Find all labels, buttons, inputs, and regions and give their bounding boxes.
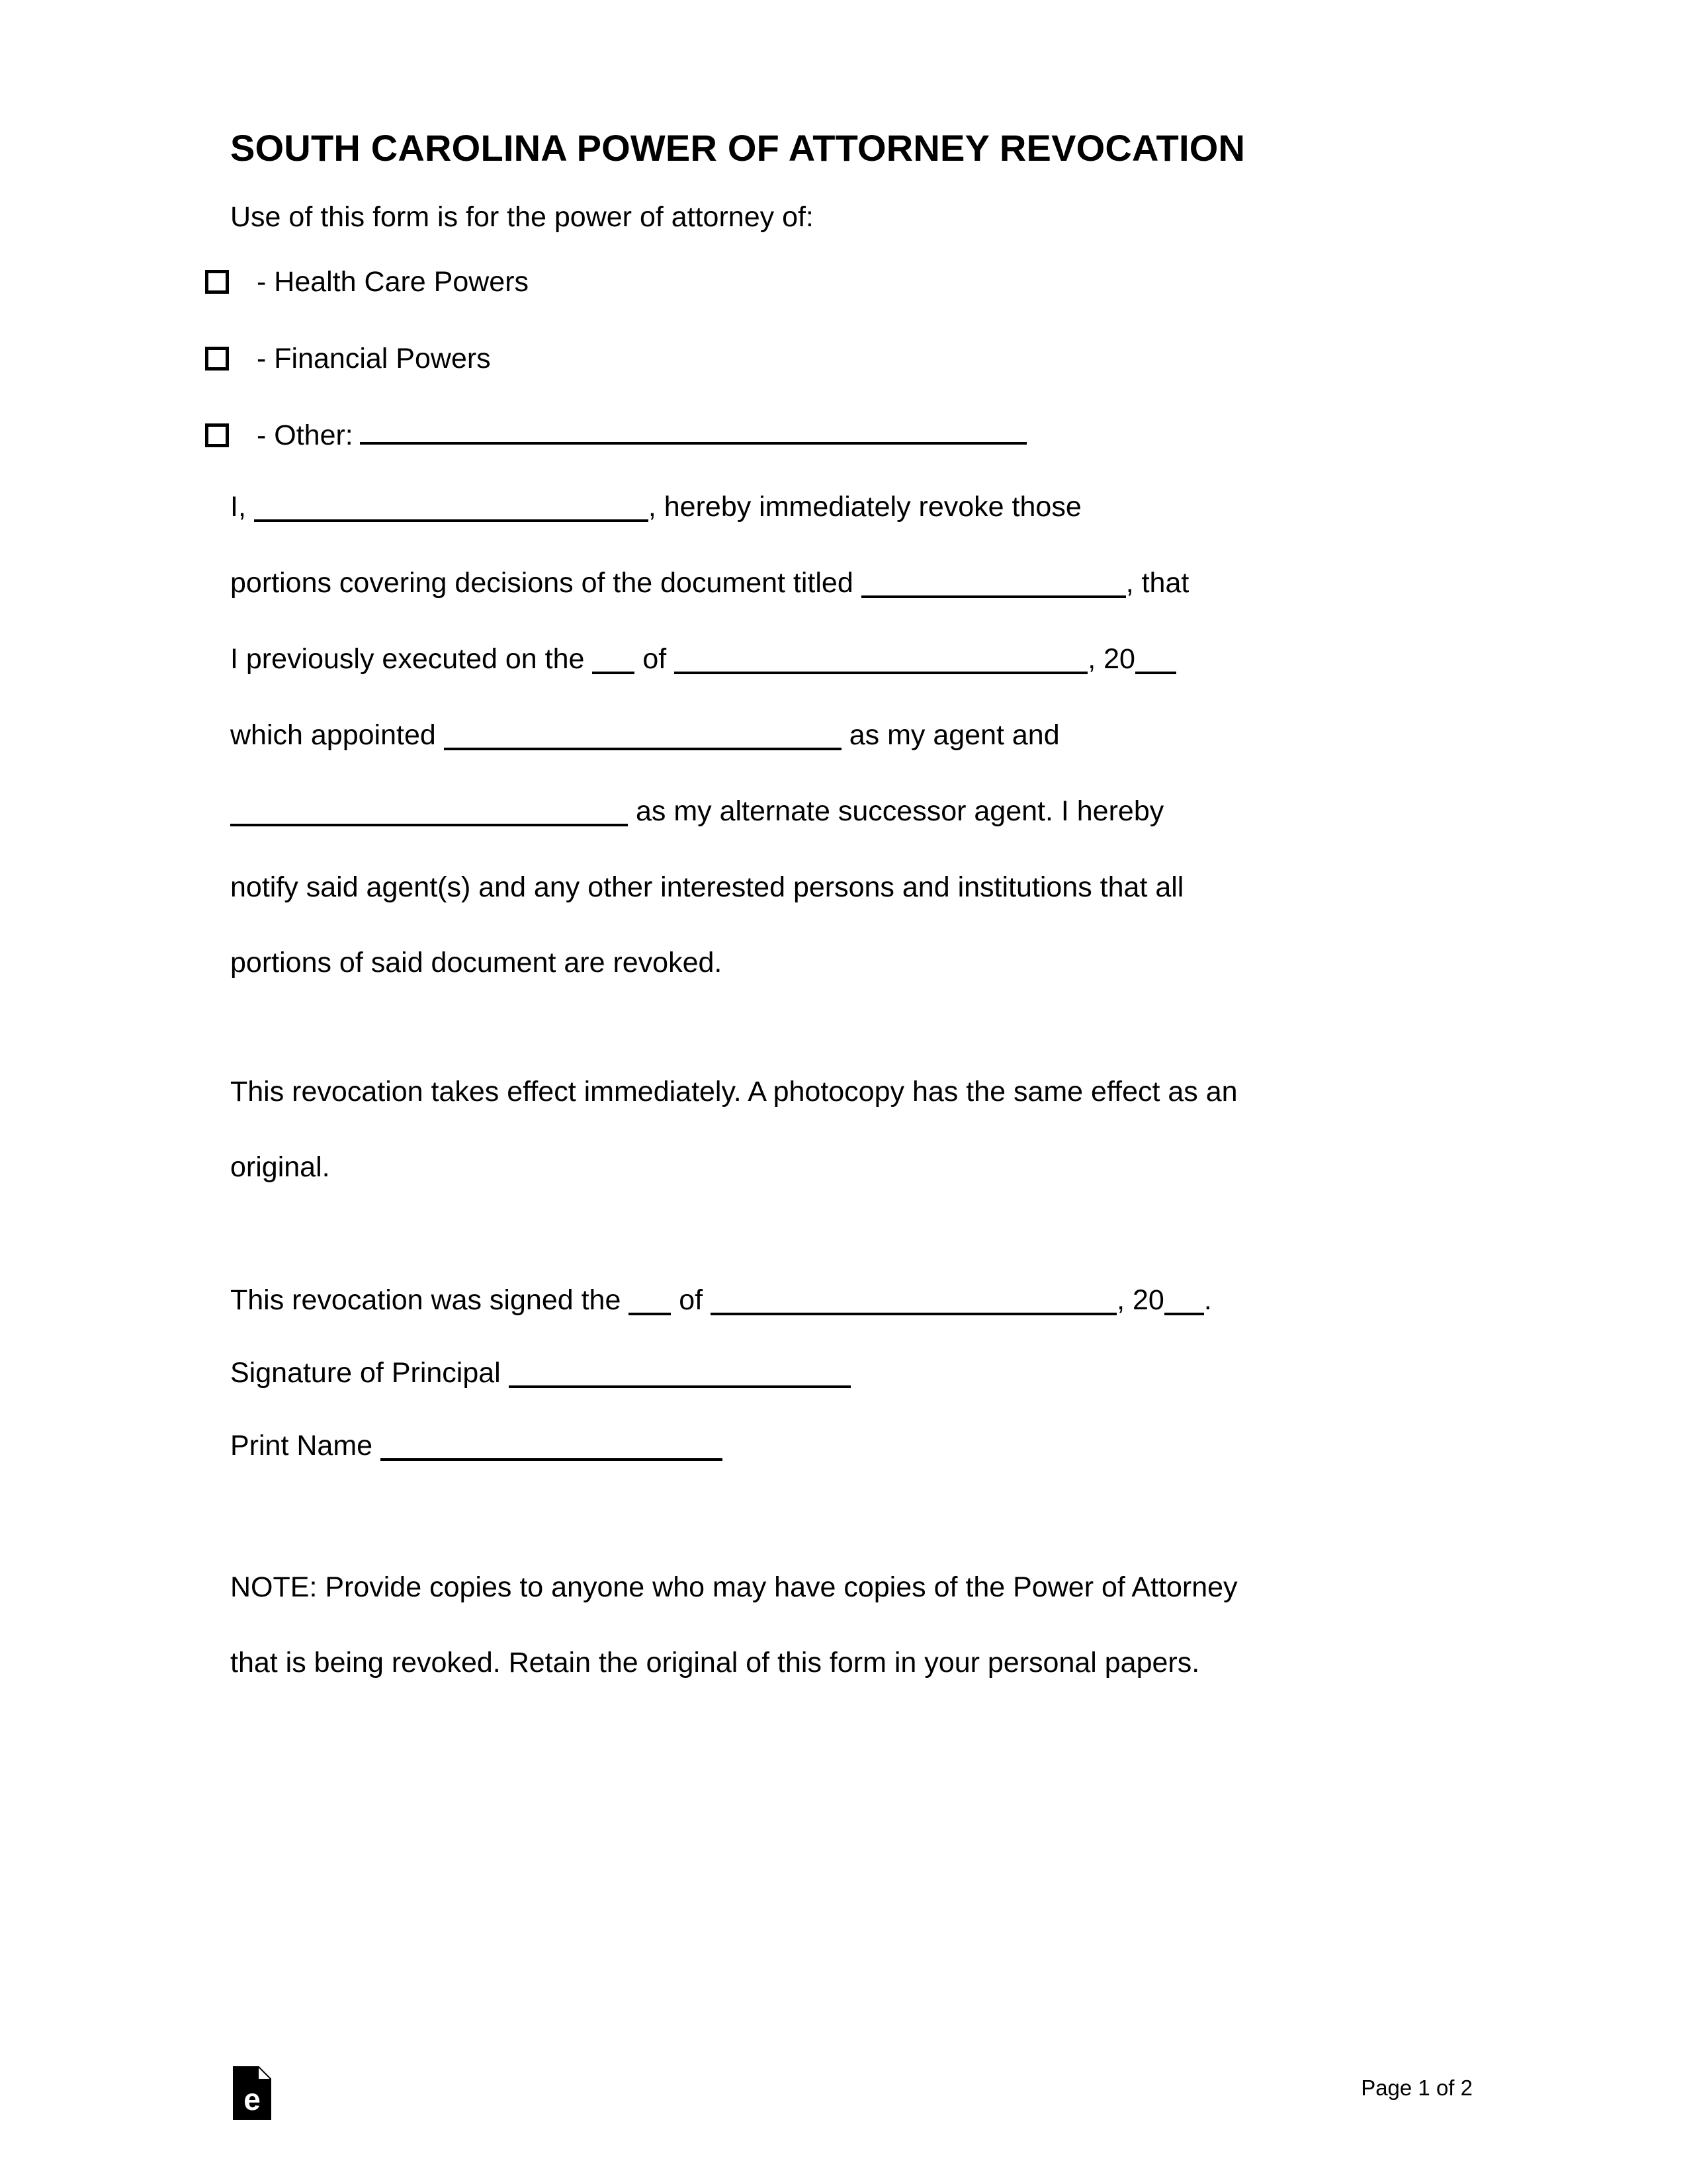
checkbox-label-other: - Other:	[257, 419, 353, 451]
checkbox-row-health-care[interactable]	[230, 263, 1448, 301]
revocation-line-5-suffix: as my alternate successor agent. I hereby	[635, 795, 1164, 827]
revocation-line-4	[230, 721, 1448, 750]
signing-date-period: .	[1203, 1284, 1212, 1316]
note-line-2: that is being revoked. Retain the original of this form in your personal papers.	[230, 1647, 1200, 1679]
checkbox-label-financial: - Financial Powers	[257, 342, 491, 374]
print-name-fill-in-line[interactable]	[380, 1458, 722, 1461]
svg-text:e: e	[243, 2082, 261, 2117]
signing-block	[230, 1286, 1448, 1461]
revocation-line-4-prefix: which appointed	[230, 719, 436, 751]
revocation-line-1	[230, 493, 1448, 522]
effect-line-1: This revocation takes effect immediately. A photocopy has the same effect as an	[230, 1076, 1238, 1108]
effect-paragraph	[230, 1078, 1448, 1182]
revocation-line-3-of: of	[642, 643, 667, 675]
signature-of-principal-label: Signature of Principal	[230, 1357, 501, 1389]
checkbox-other[interactable]	[205, 423, 229, 447]
checkbox-label-health-care: - Health Care Powers	[257, 265, 529, 298]
execution-month-fill-in-line[interactable]	[674, 672, 1088, 674]
effect-line-2: original.	[230, 1151, 330, 1183]
other-fill-in-line[interactable]	[360, 442, 1027, 445]
revocation-line-2	[230, 569, 1448, 598]
revocation-line-6: notify said agent(s) and any other interested persons and institutions that all	[230, 871, 1184, 903]
note-paragraph	[230, 1573, 1448, 1677]
revocation-line-5	[230, 797, 1448, 826]
agent-name-fill-in-line[interactable]	[444, 748, 842, 750]
signing-date-prefix: This revocation was signed the	[230, 1284, 621, 1316]
signing-date-line	[230, 1286, 1448, 1315]
revocation-paragraph	[230, 493, 1448, 977]
checkbox-label-other-group	[257, 421, 1027, 450]
revocation-line-1-suffix: , hereby immediately revoke those	[648, 491, 1082, 523]
revocation-line-2-prefix: portions covering decisions of the document titled	[230, 567, 853, 599]
revocation-line-3-prefix: I previously executed on the	[230, 643, 585, 675]
checkbox-row-financial[interactable]	[230, 339, 1448, 378]
signing-month-fill-in-line[interactable]	[711, 1313, 1117, 1315]
page-footer	[0, 2025, 1687, 2184]
page-title: SOUTH CAROLINA POWER OF ATTORNEY REVOCATION	[230, 127, 1246, 169]
signing-day-fill-in-line[interactable]	[628, 1313, 671, 1315]
power-type-checklist	[230, 263, 1448, 455]
intro-text: Use of this form is for the power of attorney of:	[230, 201, 814, 233]
checkbox-health-care[interactable]	[205, 270, 229, 294]
revocation-line-7: portions of said document are revoked.	[230, 947, 722, 979]
page-number: Page 1 of 2	[1361, 2075, 1473, 2100]
signing-year-fill-in-line[interactable]	[1164, 1313, 1204, 1315]
alternate-agent-fill-in-line[interactable]	[230, 824, 628, 826]
document-title-fill-in-line[interactable]	[861, 595, 1126, 598]
signing-date-of: of	[679, 1284, 703, 1316]
revocation-line-4-suffix: as my agent and	[849, 719, 1060, 751]
revocation-line-1-prefix: I,	[230, 491, 246, 523]
revocation-line-3	[230, 645, 1448, 674]
print-name-line	[230, 1432, 1448, 1461]
revocation-line-2-suffix: , that	[1125, 567, 1190, 599]
document-content	[230, 0, 1448, 1724]
eforms-logo	[233, 2066, 271, 2120]
note-line-1: NOTE: Provide copies to anyone who may have copies of the Power of Attorney	[230, 1571, 1238, 1603]
revocation-line-3-year-prefix: , 20	[1088, 643, 1135, 675]
execution-day-fill-in-line[interactable]	[592, 672, 634, 674]
execution-year-fill-in-line[interactable]	[1135, 672, 1176, 674]
checkbox-row-other[interactable]	[230, 416, 1448, 455]
signature-of-principal-line	[230, 1359, 1448, 1388]
principal-name-fill-in-line[interactable]	[254, 519, 648, 522]
signing-date-year-prefix: , 20	[1117, 1284, 1164, 1316]
checkbox-financial[interactable]	[205, 347, 229, 371]
print-name-label: Print Name	[230, 1430, 373, 1462]
signature-fill-in-line[interactable]	[509, 1385, 851, 1388]
